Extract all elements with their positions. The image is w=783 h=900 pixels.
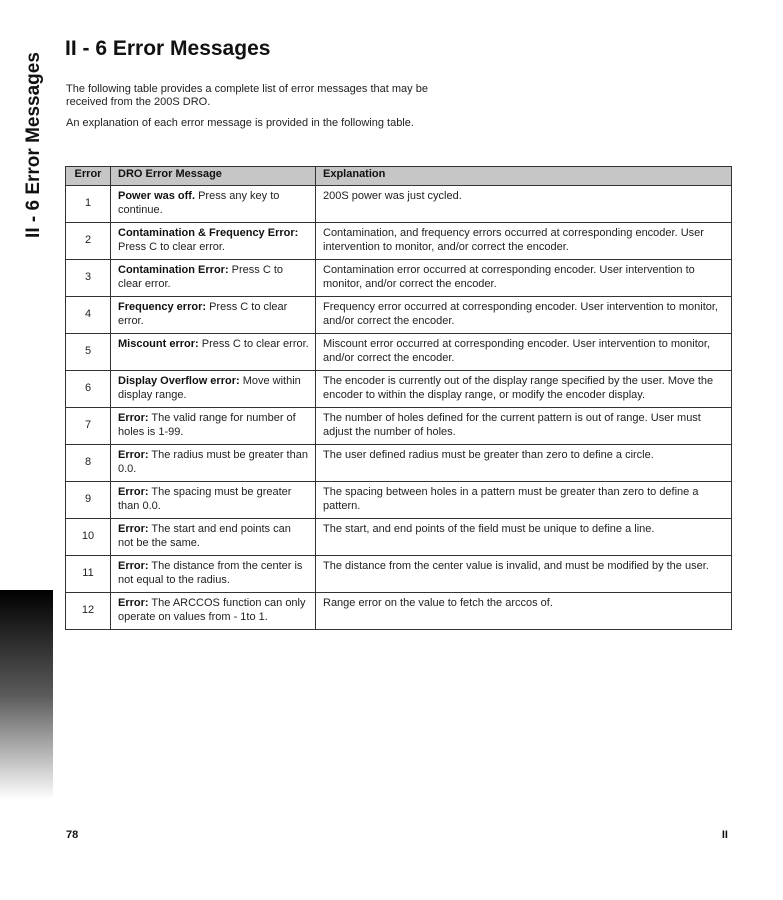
header-explanation: Explanation: [316, 167, 732, 186]
error-message: [111, 223, 316, 260]
error-explanation: Miscount error occurred at corresponding encoder. User intervention to monitor, and/or correct the encoder.: [316, 334, 732, 371]
error-message-title: Contamination Error:: [118, 264, 229, 276]
error-explanation: The encoder is currently out of the display range specified by the user. Move the encoder to within the display range, or modify the encoder display.: [316, 371, 732, 408]
error-number: 2: [66, 223, 111, 260]
error-number: 10: [66, 519, 111, 556]
error-number: 12: [66, 593, 111, 630]
error-explanation: Contamination, and frequency errors occurred at corresponding encoder. User intervention to monitor, and/or correct the encoder.: [316, 223, 732, 260]
error-message-text: The start and end points can not be the same.: [118, 523, 291, 549]
table-row: [66, 297, 732, 334]
error-message: [111, 260, 316, 297]
error-message-text: The ARCCOS function can only operate on values from - 1to 1.: [118, 597, 306, 623]
error-message: [111, 593, 316, 630]
error-explanation: Frequency error occurred at corresponding encoder. User intervention to monitor, and/or correct the encoder.: [316, 297, 732, 334]
error-number: 6: [66, 371, 111, 408]
table-row: [66, 445, 732, 482]
error-message: [111, 334, 316, 371]
table-row: [66, 408, 732, 445]
error-message-text: Press any key to continue.: [118, 190, 280, 216]
table-header-row: [66, 167, 732, 186]
error-message-text: Move within display range.: [118, 375, 301, 401]
error-message: [111, 408, 316, 445]
error-message-title: Error:: [118, 449, 149, 461]
error-message-text: Press C to clear error.: [198, 338, 309, 350]
error-explanation: The spacing between holes in a pattern must be greater than zero to define a pattern.: [316, 482, 732, 519]
error-message-title: Power was off.: [118, 190, 196, 202]
error-number: 4: [66, 297, 111, 334]
table-row: [66, 556, 732, 593]
error-number: 7: [66, 408, 111, 445]
error-message-title: Frequency error:: [118, 301, 207, 313]
error-number: 3: [66, 260, 111, 297]
error-message: [111, 556, 316, 593]
table-row: [66, 334, 732, 371]
header-error: Error: [66, 167, 111, 186]
table-row: [66, 260, 732, 297]
table-row: [66, 482, 732, 519]
error-message: [111, 186, 316, 223]
table-row: [66, 371, 732, 408]
header-message: DRO Error Message: [111, 167, 316, 186]
error-message: [111, 445, 316, 482]
error-explanation: The distance from the center value is invalid, and must be modified by the user.: [316, 556, 732, 593]
error-explanation: The number of holes defined for the current pattern is out of range. User must adjust the number of holes.: [316, 408, 732, 445]
intro-text: [66, 83, 431, 138]
error-explanation: The user defined radius must be greater than zero to define a circle.: [316, 445, 732, 482]
error-message-title: Error:: [118, 597, 149, 609]
error-message-text: The radius must be greater than 0.0.: [118, 449, 308, 475]
side-gradient-bar: [0, 590, 53, 800]
table-row: [66, 519, 732, 556]
error-message-title: Miscount error:: [118, 338, 199, 350]
table-row: [66, 186, 732, 223]
intro-paragraph: An explanation of each error message is provided in the following table.: [66, 117, 414, 129]
intro-paragraph: The following table provides a complete list of error messages that may be received from the 200S DRO.: [66, 83, 428, 108]
table-row: [66, 593, 732, 630]
error-message-text: Press C to clear error.: [118, 301, 288, 327]
error-message: [111, 297, 316, 334]
error-message-text: The valid range for number of holes is 1-99.: [118, 412, 296, 438]
section-label: II: [721, 829, 728, 841]
error-number: 8: [66, 445, 111, 482]
error-explanation: The start, and end points of the field must be unique to define a line.: [316, 519, 732, 556]
error-message: [111, 482, 316, 519]
page-title: II - 6 Error Messages: [65, 37, 271, 60]
error-message-title: Error:: [118, 523, 149, 535]
error-message: [111, 371, 316, 408]
error-number: 11: [66, 556, 111, 593]
error-explanation: 200S power was just cycled.: [316, 186, 732, 223]
error-explanation: Contamination error occurred at corresponding encoder. User intervention to monitor, and/or correct the encoder.: [316, 260, 732, 297]
side-tab: [18, 40, 50, 250]
error-message-text: The distance from the center is not equal to the radius.: [118, 560, 303, 586]
error-number: 1: [66, 186, 111, 223]
error-message-title: Contamination & Frequency Error:: [118, 227, 299, 239]
error-message-title: Display Overflow error:: [118, 375, 240, 387]
error-number: 5: [66, 334, 111, 371]
error-message-text: The spacing must be greater than 0.0.: [118, 486, 292, 512]
error-message: [111, 519, 316, 556]
error-message-title: Error:: [118, 412, 149, 424]
error-number: 9: [66, 482, 111, 519]
error-message-text: Press C to clear error.: [118, 264, 284, 290]
table-row: [66, 223, 732, 260]
side-tab-label: II - 6 Error Messages: [23, 52, 44, 238]
error-message-title: Error:: [118, 486, 149, 498]
page-number: 78: [66, 829, 79, 841]
error-message-text: Press C to clear error.: [118, 240, 225, 253]
error-table: [65, 166, 732, 630]
error-message-title: Error:: [118, 560, 149, 572]
error-explanation: Range error on the value to fetch the arccos of.: [316, 593, 732, 630]
